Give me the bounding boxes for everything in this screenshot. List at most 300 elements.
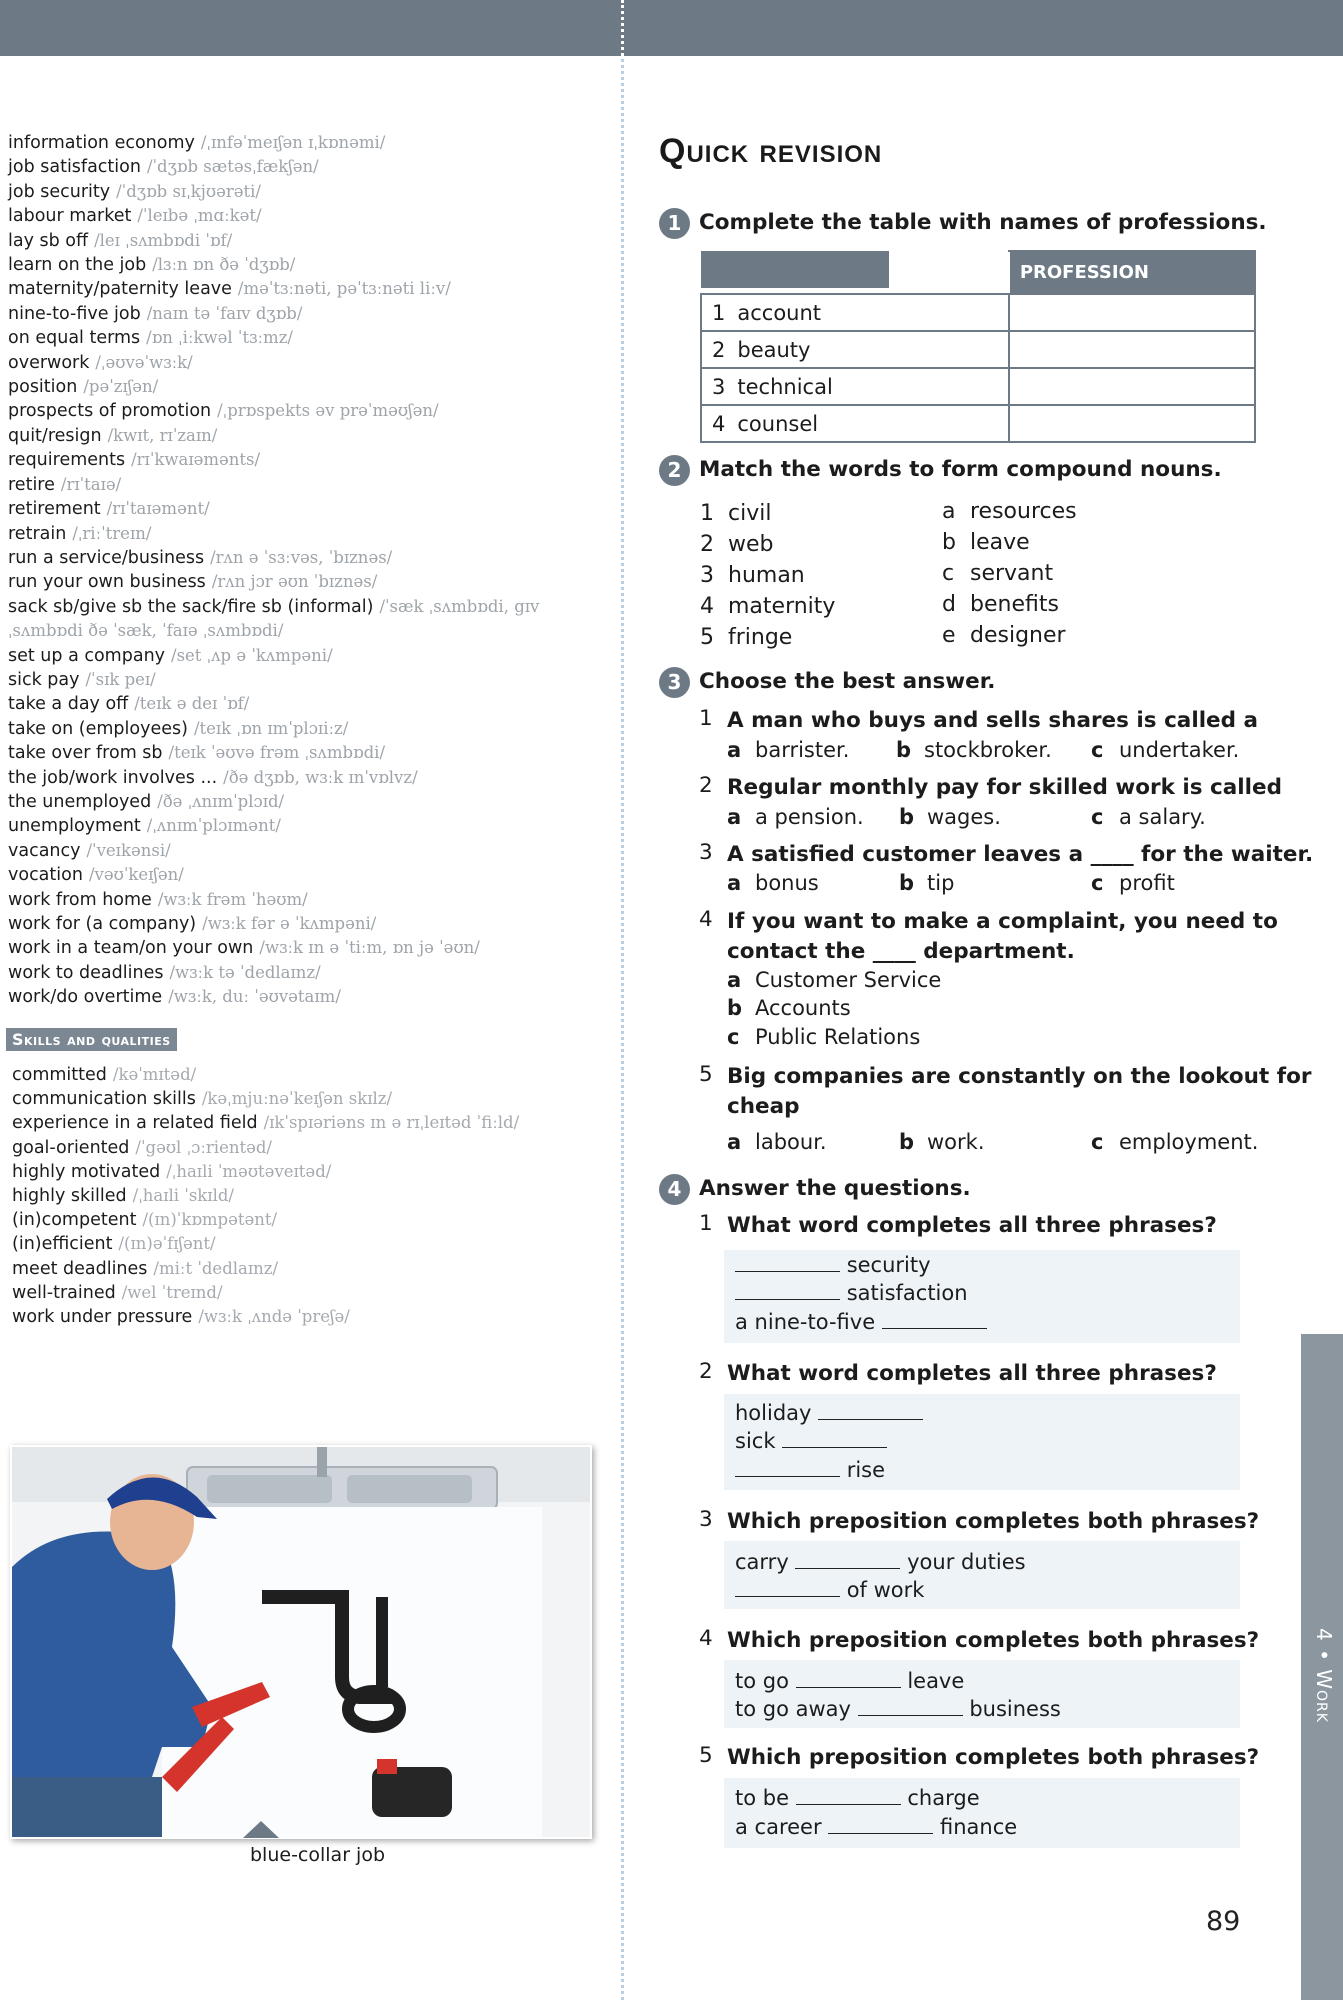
table-cell-answer[interactable] bbox=[1009, 331, 1255, 368]
vocab-phonetic: /ˈdʒɒb sɪˌkjʊərəti/ bbox=[116, 181, 261, 201]
vocab-item bbox=[8, 692, 608, 716]
vocab-phonetic: /ˌəʊvəˈwɜːk/ bbox=[95, 352, 193, 372]
phrase-box bbox=[724, 1778, 1240, 1848]
option-text: a salary. bbox=[1119, 805, 1206, 829]
plumber-photo bbox=[10, 1445, 592, 1839]
caption-pointer-icon bbox=[243, 1821, 279, 1838]
mcq-option[interactable] bbox=[899, 871, 954, 895]
question-number: 1 bbox=[699, 706, 713, 731]
vocab-phonetic: /məˈtɜːnəti, pəˈtɜːnəti liːv/ bbox=[237, 279, 451, 299]
vocab-term: retirement bbox=[8, 499, 101, 520]
phrase-text: a career bbox=[735, 1815, 822, 1839]
vocab-term: the job/work involves ... bbox=[8, 767, 218, 788]
option-text: a pension. bbox=[755, 805, 864, 829]
vocab-phonetic: /ˌprɒspekts əv prəˈməʊʃən/ bbox=[217, 401, 439, 421]
ex4-question-2 bbox=[699, 1359, 1217, 1389]
vocab-term: work in a team/on your own bbox=[8, 938, 254, 959]
vocab-term: position bbox=[8, 377, 78, 398]
exercise-1-number-badge: 1 bbox=[659, 208, 690, 239]
vocab-phonetic: /rɪˈtaɪəmənt/ bbox=[106, 499, 210, 519]
row-number: 1 bbox=[712, 300, 726, 325]
plumber-illustration bbox=[12, 1447, 590, 1837]
mcq-option[interactable] bbox=[727, 1130, 827, 1154]
option-letter: c bbox=[1091, 1130, 1104, 1154]
mcq-option[interactable] bbox=[727, 805, 864, 829]
phrase-text: your duties bbox=[907, 1550, 1026, 1574]
vocab-term: maternity/paternity leave bbox=[8, 279, 232, 300]
match-right-item bbox=[942, 592, 1059, 617]
match-right-item bbox=[942, 530, 1030, 555]
skill-phonetic: /(ɪn)əˈfɪʃənt/ bbox=[118, 1234, 216, 1254]
vocab-term: work/do overtime bbox=[8, 987, 163, 1008]
vocab-item bbox=[8, 790, 608, 814]
vocab-term: on equal terms bbox=[8, 328, 141, 349]
option-letter: c bbox=[1091, 805, 1104, 829]
phrase-text: charge bbox=[907, 1786, 980, 1810]
vocab-item bbox=[8, 717, 608, 741]
row-word: beauty bbox=[737, 337, 811, 362]
phrase-box bbox=[724, 1541, 1240, 1609]
vocab-phonetic: /set ˌʌp ə ˈkʌmpəni/ bbox=[171, 645, 333, 665]
option-letter: c bbox=[1091, 871, 1104, 895]
option-letter: a bbox=[727, 968, 742, 992]
phrase-line bbox=[735, 1429, 887, 1453]
option-letter: b bbox=[899, 805, 915, 829]
mcq-question-5 bbox=[699, 1062, 1311, 1092]
exercise-4-number-badge: 4 bbox=[659, 1174, 690, 1205]
mcq-option[interactable] bbox=[727, 871, 819, 895]
option-letter: a bbox=[727, 738, 742, 762]
match-letter: b bbox=[942, 530, 956, 555]
vocab-item bbox=[8, 766, 608, 790]
vocab-term: overwork bbox=[8, 352, 90, 373]
phrase-box bbox=[724, 1250, 1240, 1343]
phrase-line bbox=[735, 1253, 931, 1277]
skill-term: goal-oriented bbox=[12, 1137, 130, 1158]
question-stem: Regular monthly pay for skilled work is called bbox=[727, 775, 1282, 800]
answer-blank[interactable] bbox=[858, 1714, 963, 1716]
phrase-line bbox=[735, 1815, 1017, 1839]
option-text: Accounts bbox=[755, 996, 851, 1020]
skill-term: committed bbox=[12, 1065, 107, 1085]
option-letter: b bbox=[899, 1130, 915, 1154]
match-word: benefits bbox=[970, 592, 1059, 617]
skill-phonetic: /(ɪn)ˈkɒmpətənt/ bbox=[142, 1210, 278, 1230]
page-number: 89 bbox=[1206, 1906, 1241, 1937]
vocab-item bbox=[8, 985, 608, 1009]
vocab-item bbox=[8, 961, 608, 985]
option-text: undertaker. bbox=[1119, 738, 1240, 762]
table-cell-word bbox=[701, 294, 1009, 331]
vocab-term: requirements bbox=[8, 450, 126, 471]
vocab-term: job satisfaction bbox=[8, 157, 141, 178]
mcq-option[interactable] bbox=[1091, 738, 1239, 762]
match-letter: a bbox=[942, 499, 956, 524]
match-letter: c bbox=[942, 561, 955, 586]
option-text: profit bbox=[1119, 871, 1175, 895]
mcq-option[interactable] bbox=[896, 738, 1052, 762]
skills-list bbox=[12, 1063, 612, 1329]
skill-item bbox=[12, 1136, 612, 1160]
match-left-item bbox=[700, 625, 792, 650]
option-letter: b bbox=[899, 871, 915, 895]
row-number: 2 bbox=[712, 337, 726, 362]
vocab-term: nine-to-five job bbox=[8, 303, 141, 324]
vocab-phonetic: /ˈsɪk peɪ/ bbox=[85, 669, 156, 689]
vocab-phonetic: /teɪk ˌɒn ɪmˈplɔɪiːz/ bbox=[193, 718, 349, 738]
option-text: Public Relations bbox=[755, 1025, 921, 1049]
vocab-term: retrain bbox=[8, 523, 67, 544]
vocab-item bbox=[8, 595, 608, 644]
option-text: barrister. bbox=[755, 738, 850, 762]
match-word: civil bbox=[728, 501, 772, 526]
vocab-item bbox=[8, 155, 608, 179]
vocab-item bbox=[8, 131, 608, 155]
vocab-item bbox=[8, 326, 608, 350]
vocab-phonetic: /rʌn jɔr əʊn ˈbɪznəs/ bbox=[211, 572, 378, 592]
answer-blank[interactable] bbox=[818, 1418, 923, 1420]
mcq-question-1 bbox=[699, 706, 1258, 736]
question-stem-line-2: contact the ____ department. bbox=[727, 939, 1075, 964]
match-word: maternity bbox=[728, 594, 836, 619]
match-word: resources bbox=[970, 499, 1077, 524]
mcq-option[interactable] bbox=[727, 738, 849, 762]
match-letter: d bbox=[942, 592, 956, 617]
exercise-3-instruction: Choose the best answer. bbox=[699, 669, 996, 694]
photo-caption: blue-collar job bbox=[250, 1844, 386, 1866]
vocab-phonetic: /ðə ˌʌnɪmˈplɔɪd/ bbox=[157, 791, 285, 811]
mcq-question-3 bbox=[699, 840, 1313, 870]
table-cell-word bbox=[701, 405, 1009, 442]
row-number: 3 bbox=[712, 374, 726, 399]
answer-blank[interactable] bbox=[735, 1595, 840, 1597]
phrase-text: carry bbox=[735, 1550, 789, 1574]
question-text: Which preposition completes both phrases? bbox=[727, 1628, 1260, 1653]
vocab-term: unemployment bbox=[8, 816, 141, 837]
vocab-term: vacancy bbox=[8, 840, 81, 861]
question-number: 4 bbox=[699, 907, 713, 932]
phrase-text: sick bbox=[735, 1429, 776, 1453]
table-row bbox=[701, 331, 1255, 368]
vocab-phonetic: /wɜːk, duː ˈəʊvətaɪm/ bbox=[168, 987, 341, 1007]
vocab-phonetic: /wɜːk tə ˈdedlaɪnz/ bbox=[169, 962, 321, 982]
vocab-phonetic: /leɪ ˌsʌmbɒdi ˈɒf/ bbox=[94, 230, 233, 250]
vocab-item bbox=[8, 399, 608, 423]
phrase-line bbox=[735, 1578, 924, 1602]
vocab-item bbox=[8, 277, 608, 301]
phrase-text: business bbox=[969, 1697, 1061, 1721]
mcq-option[interactable] bbox=[899, 805, 1001, 829]
mcq-option[interactable] bbox=[899, 1130, 985, 1154]
vocab-item bbox=[8, 668, 608, 692]
question-number: 3 bbox=[699, 1507, 713, 1532]
vocab-term: labour market bbox=[8, 206, 132, 227]
vocab-item bbox=[8, 936, 608, 960]
vocab-term: information economy bbox=[8, 133, 195, 153]
match-word: servant bbox=[970, 561, 1054, 586]
match-left-item bbox=[700, 594, 835, 619]
match-number: 3 bbox=[700, 563, 714, 588]
skill-item bbox=[12, 1232, 612, 1256]
skill-item bbox=[12, 1257, 612, 1281]
option-letter: c bbox=[727, 1025, 740, 1049]
mcq-option[interactable] bbox=[727, 1025, 920, 1049]
vocab-item bbox=[8, 375, 608, 399]
vocab-item bbox=[8, 448, 608, 472]
skill-phonetic: /ɪkˈspɪəriəns ɪn ə rɪˌleɪtəd ˈfiːld/ bbox=[263, 1113, 520, 1133]
question-stem: A man who buys and sells shares is called a bbox=[727, 708, 1259, 733]
vocab-phonetic: /kwɪt, rɪˈzaɪn/ bbox=[107, 425, 218, 445]
vocab-phonetic: /teɪk ə deɪ ˈɒf/ bbox=[134, 694, 250, 714]
answer-blank[interactable] bbox=[782, 1446, 887, 1448]
skill-item bbox=[12, 1087, 612, 1111]
vocab-item bbox=[8, 204, 608, 228]
question-text: What word completes all three phrases? bbox=[727, 1213, 1217, 1238]
vocab-item bbox=[8, 253, 608, 277]
match-word: web bbox=[728, 532, 774, 557]
vocab-item bbox=[8, 497, 608, 521]
vocab-item bbox=[8, 863, 608, 887]
vocab-term: job security bbox=[8, 181, 111, 202]
page-spine-divider bbox=[621, 0, 624, 2000]
question-stem-line-2: cheap bbox=[727, 1094, 800, 1119]
phrase-line bbox=[735, 1281, 968, 1305]
mcq-question-4 bbox=[699, 907, 1278, 937]
exercise-2-number-badge: 2 bbox=[659, 455, 690, 486]
skill-term: highly motivated bbox=[12, 1161, 161, 1182]
vocab-item bbox=[8, 814, 608, 838]
match-left-item bbox=[700, 563, 805, 588]
answer-blank[interactable] bbox=[735, 1298, 840, 1300]
match-word: leave bbox=[970, 530, 1030, 555]
skill-item bbox=[12, 1111, 612, 1135]
phrase-text: to go away bbox=[735, 1697, 851, 1721]
table-header-row bbox=[701, 251, 1255, 294]
spine-divider-top bbox=[621, 0, 624, 56]
phrase-text: leave bbox=[907, 1669, 965, 1693]
vocab-term: the unemployed bbox=[8, 791, 152, 812]
answer-blank[interactable] bbox=[796, 1803, 901, 1805]
phrase-line bbox=[735, 1669, 964, 1693]
vocab-item bbox=[8, 839, 608, 863]
vocabulary-list bbox=[8, 131, 608, 1010]
skill-term: highly skilled bbox=[12, 1186, 127, 1207]
skill-phonetic: /ˌhaɪli ˈskɪld/ bbox=[132, 1186, 234, 1206]
table-row bbox=[701, 405, 1255, 442]
skill-term: well-trained bbox=[12, 1282, 116, 1303]
skills-heading bbox=[6, 1028, 177, 1051]
vocab-phonetic: /teɪk ˈəʊvə frəm ˌsʌmbɒdi/ bbox=[168, 743, 386, 763]
table-cell-word bbox=[701, 368, 1009, 405]
vocab-phonetic: /ˈleɪbə ˌmɑːkət/ bbox=[137, 206, 262, 226]
skill-term: communication skills bbox=[12, 1089, 196, 1110]
skill-item bbox=[12, 1063, 612, 1087]
table-cell-answer[interactable] bbox=[1009, 405, 1255, 442]
answer-blank[interactable] bbox=[795, 1567, 900, 1569]
phrase-text: of work bbox=[846, 1578, 925, 1602]
exercise-1-instruction: Complete the table with names of professions. bbox=[699, 210, 1267, 235]
match-letter: e bbox=[942, 623, 956, 648]
match-word: human bbox=[728, 563, 805, 588]
vocab-term: run your own business bbox=[8, 572, 206, 593]
vocab-phonetic: /rɪˈtaɪə/ bbox=[60, 474, 122, 494]
vocab-term: sack sb/give sb the sack/fire sb (informal) bbox=[8, 596, 374, 617]
question-number: 2 bbox=[699, 1359, 713, 1384]
answer-blank[interactable] bbox=[796, 1686, 901, 1688]
option-letter: c bbox=[1091, 738, 1104, 762]
option-letter: a bbox=[727, 1130, 742, 1154]
skill-phonetic: /ˈgəʊl ˌɔːrientəd/ bbox=[135, 1137, 272, 1157]
skill-phonetic: /kəˌmjuːnəˈkeɪʃən skɪlz/ bbox=[201, 1089, 393, 1109]
vocab-phonetic: /ˌriːˈtreɪn/ bbox=[72, 523, 152, 543]
answer-blank[interactable] bbox=[735, 1270, 840, 1272]
question-text: Which preposition completes both phrases? bbox=[727, 1509, 1260, 1534]
phrase-text: a nine-to-five bbox=[735, 1310, 876, 1334]
vocab-term: learn on the job bbox=[8, 255, 147, 276]
phrase-text: finance bbox=[939, 1815, 1018, 1839]
question-stem: A satisfied customer leaves a ____ for the waiter. bbox=[727, 842, 1314, 867]
top-header-bar bbox=[0, 0, 1343, 56]
vocab-item bbox=[8, 229, 608, 253]
phrase-box bbox=[724, 1394, 1240, 1490]
phrase-text: to be bbox=[735, 1786, 790, 1810]
phrase-line bbox=[735, 1786, 980, 1810]
skill-term: meet deadlines bbox=[12, 1258, 148, 1279]
match-right-item bbox=[942, 499, 1077, 524]
phrase-text: security bbox=[846, 1253, 931, 1277]
ex4-question-3 bbox=[699, 1507, 1259, 1537]
exercise-2-instruction: Match the words to form compound nouns. bbox=[699, 457, 1222, 482]
option-text: stockbroker. bbox=[924, 738, 1052, 762]
ex4-question-5 bbox=[699, 1743, 1259, 1773]
vocab-phonetic: /ˌɪnfəˈmeɪʃən ɪˌkɒnəmi/ bbox=[200, 133, 386, 152]
vocab-term: take a day off bbox=[8, 694, 129, 715]
option-letter: b bbox=[896, 738, 912, 762]
phrase-text: holiday bbox=[735, 1401, 812, 1425]
skill-item bbox=[12, 1184, 612, 1208]
vocab-item bbox=[8, 180, 608, 204]
vocab-term: work from home bbox=[8, 889, 152, 910]
question-number: 2 bbox=[699, 773, 713, 798]
option-text: Customer Service bbox=[755, 968, 942, 992]
vocab-term: lay sb off bbox=[8, 230, 89, 251]
vocab-item bbox=[8, 912, 608, 936]
vocab-item bbox=[8, 473, 608, 497]
skill-phonetic: /ˌhaɪli ˈməʊtəveɪtəd/ bbox=[166, 1161, 332, 1181]
skill-term: (in)competent bbox=[12, 1210, 137, 1231]
phrase-line bbox=[735, 1550, 1026, 1574]
phrase-text: to go bbox=[735, 1669, 789, 1693]
vocab-phonetic: /wɜːk fər ə ˈkʌmpəni/ bbox=[202, 914, 377, 933]
skill-term: (in)efficient bbox=[12, 1234, 113, 1255]
option-text: wages. bbox=[927, 805, 1001, 829]
vocab-phonetic: /vəʊˈkeɪʃən/ bbox=[88, 865, 184, 885]
vocab-item bbox=[8, 546, 608, 570]
match-left-item bbox=[700, 501, 771, 526]
mcq-option[interactable] bbox=[1091, 871, 1175, 895]
row-number: 4 bbox=[712, 411, 726, 436]
page-title: Quick revision bbox=[659, 132, 883, 170]
phrase-line bbox=[735, 1401, 923, 1425]
question-number: 5 bbox=[699, 1062, 713, 1087]
mcq-option[interactable] bbox=[727, 968, 941, 992]
vocab-phonetic: /ðə dʒɒb, wɜːk ɪnˈvɒlvz/ bbox=[223, 767, 418, 787]
match-number: 2 bbox=[700, 532, 714, 557]
vocab-term: prospects of promotion bbox=[8, 401, 212, 422]
skill-item bbox=[12, 1281, 612, 1305]
phrase-line bbox=[735, 1458, 885, 1482]
table-cell-word bbox=[701, 331, 1009, 368]
table-cell-answer[interactable] bbox=[1009, 368, 1255, 405]
vocab-item bbox=[8, 424, 608, 448]
skill-phonetic: /wel ˈtreɪnd/ bbox=[121, 1282, 223, 1302]
exercise-3-number-badge: 3 bbox=[659, 667, 690, 698]
row-word: account bbox=[737, 300, 822, 325]
match-word: fringe bbox=[728, 625, 793, 650]
option-text: work. bbox=[927, 1130, 985, 1154]
ex4-question-4 bbox=[699, 1626, 1259, 1656]
exercise-4-instruction: Answer the questions. bbox=[699, 1176, 971, 1201]
vocab-phonetic: /pəˈzɪʃən/ bbox=[83, 377, 159, 397]
vocab-phonetic: /ˈsæk ˌsʌmbɒdi, gɪv ˌsʌmbɒdi ðə ˈsæk, ˈfaɪə ˌsʌmbɒdi/ bbox=[8, 596, 540, 641]
mcq-option[interactable] bbox=[727, 996, 851, 1020]
question-stem-line-1: Big companies are constantly on the lookout for bbox=[727, 1064, 1312, 1089]
vocab-phonetic: /rʌn ə ˈsɜːvəs, ˈbɪznəs/ bbox=[210, 547, 393, 567]
vocab-term: work to deadlines bbox=[8, 962, 164, 983]
answer-blank[interactable] bbox=[828, 1832, 933, 1834]
answer-blank[interactable] bbox=[882, 1327, 987, 1329]
option-text: employment. bbox=[1119, 1130, 1259, 1154]
vocab-phonetic: /ˈdʒɒb sætəsˌfækʃən/ bbox=[146, 157, 319, 177]
row-word: technical bbox=[737, 374, 833, 399]
match-right-item bbox=[942, 623, 1066, 648]
skill-item bbox=[12, 1208, 612, 1232]
answer-blank[interactable] bbox=[735, 1475, 840, 1477]
mcq-option[interactable] bbox=[1091, 1130, 1258, 1154]
question-number: 5 bbox=[699, 1743, 713, 1768]
vocab-term: work for (a company) bbox=[8, 914, 197, 934]
vocab-item bbox=[8, 644, 608, 668]
table-cell-answer[interactable] bbox=[1009, 294, 1255, 331]
match-number: 4 bbox=[700, 594, 714, 619]
option-text: tip bbox=[927, 871, 955, 895]
match-right-item bbox=[942, 561, 1053, 586]
question-stem-line-1: If you want to make a complaint, you need to bbox=[727, 909, 1278, 934]
skill-phonetic: /wɜːk ˌʌndə ˈpreʃə/ bbox=[198, 1307, 350, 1327]
vocab-item bbox=[8, 888, 608, 912]
mcq-question-5-continued bbox=[699, 1092, 800, 1122]
vocab-phonetic: /ˈveɪkənsi/ bbox=[86, 840, 171, 860]
vocab-term: vocation bbox=[8, 865, 83, 886]
row-word: counsel bbox=[737, 411, 819, 436]
match-left-item bbox=[700, 532, 774, 557]
skill-term: work under pressure bbox=[12, 1307, 193, 1328]
mcq-option[interactable] bbox=[1091, 805, 1206, 829]
question-text: What word completes all three phrases? bbox=[727, 1361, 1217, 1386]
vocab-phonetic: /rɪˈkwaɪəmənts/ bbox=[131, 450, 261, 470]
match-number: 1 bbox=[700, 501, 714, 526]
vocab-item bbox=[8, 741, 608, 765]
phrase-line bbox=[735, 1310, 987, 1334]
skill-item bbox=[12, 1305, 612, 1329]
chapter-side-tab-label: 4 • Work bbox=[1312, 1627, 1336, 1723]
vocab-term: take over from sb bbox=[8, 743, 163, 764]
option-text: labour. bbox=[755, 1130, 827, 1154]
option-text: bonus bbox=[755, 871, 819, 895]
option-letter: a bbox=[727, 871, 742, 895]
vocab-item bbox=[8, 522, 608, 546]
match-word: designer bbox=[970, 623, 1066, 648]
